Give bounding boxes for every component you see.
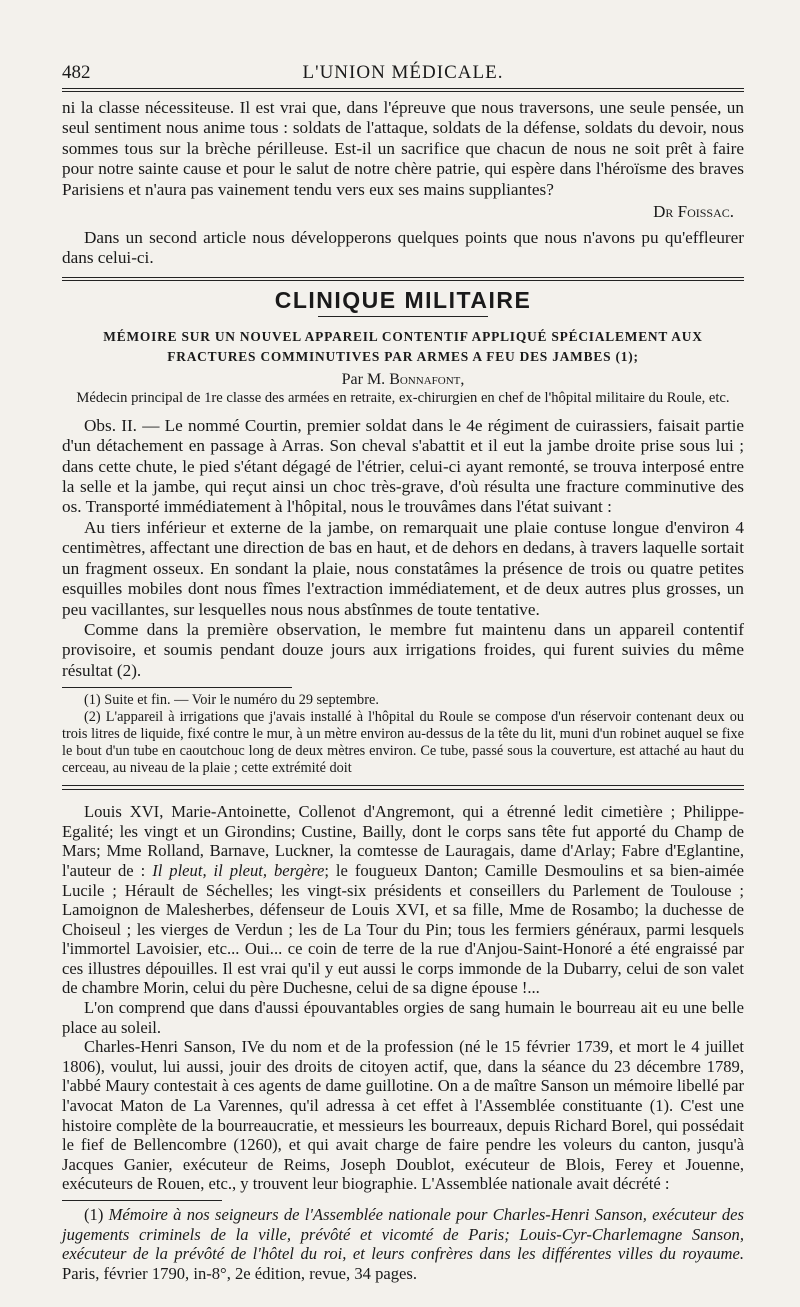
footnote-text: Paris, février 1790, in-8°, 2e édition, revue, 34 pages. [62, 1263, 418, 1283]
page-number: 482 [62, 62, 91, 83]
feuilleton-paragraph-3: Charles-Henri Sanson, IVe du nom et de la profession (né le 15 février 1739, et mort le 4 juillet 1806), voulut, lui aussi, jouir des droits de citoyen actif, que, dans la séance du 23 décembre 1789, l'abbé Maury contestait à ces agents de dame guillotine. On a de maître Sanson un mémoire libellé par l'avocat Maton de La Varennes, qu'il adressa à cet effet à l'Assemblée constituante (1). C'est une histoire complète de la bourreaucratie, et messieurs les bourreaux, depuis Richard Borel, qui possédait le fief de Bellencombre (1260), et qui avait charge de faire pendre les voleurs du canton, jusqu'à Jacques Ganier, exécuteur de Reims, Joseph Doublot, exécuteur de Blois, Ferey et Jouenne, exécuteurs de Rouen, etc., y trouvent leur biographie. L'Assemblée nationale avait décrété : [62, 1037, 744, 1194]
treatment-paragraph: Comme dans la première observation, le membre fut maintenu dans un appareil contentif provisoire, et soumis pendant douze jours aux irrigations froides, qui furent suivies du même résultat (2). [62, 619, 744, 680]
byline-prefix: Par M. [341, 370, 390, 388]
footnote-marker: (1) [84, 1205, 109, 1224]
feuilleton-paragraph-1 [62, 802, 744, 998]
feuilleton-footnote [62, 1205, 744, 1283]
footnote-1: (1) Suite et fin. — Voir le numéro du 29 septembre. [84, 692, 379, 709]
section-underline [318, 316, 488, 317]
feuilleton-paragraph-2: L'on comprend que dans d'aussi épouvantables orgies de sang humain le bourreau ait eu une belle place au soleil. [62, 998, 744, 1037]
closing-paragraph: ni la classe nécessiteuse. Il est vrai que, dans l'épreuve que nous traversons, une seule pensée, un seul sentiment nous anime tous : soldats de l'attaque, soldats de la défense, soldats du devoir, nous sommes tous sur la brèche périlleuse. Est-il un sacrifice que chacun de nous ne soit prêt à faire pour notre sainte cause et pour le salut de notre chère patrie, qui espère dans l'héroïsme des braves Parisiens et n'aura pas vainement tendu vers eux ses mains suppliantes? [62, 98, 744, 199]
author-name: Bonnafont, [389, 370, 465, 388]
feuilleton-text: ; le fougueux Danton; Camille Desmoulins et sa bien-aimée Lucile ; Hérault de Séchelles; les vingt-six présidents et conseillers du Parlement de Toulouse ; Lamoignon de Malesherbes, défenseur de Louis XVI, et sa fille, Mme de Rosambo; la duchesse de Choiseul ; les vierges de Verdun ; les de La Tour du Pin; tous les fermiers généraux, parmi lesquels l'immortel Lavoisier, etc... Oui... ce coin de terre de la rue d'Anjou-Saint-Honoré a été engraissé par ces illustres dépouilles. Il est vrai qu'il y eut aussi le corps immonde de la Dubarry, celui de son valet de chambre Morin, celui du père Duchesne, celui de sa digne épouse !... [62, 860, 745, 998]
memoir-reference-title: Mémoire à nos seigneurs de l'Assemblée nationale pour Charles-Henri Sanson, exécuteur des jugements criminels de la ville, prévôté et vicomté de Paris; Louis-Cyr-Charlemagne Sanson, exécuteur de la prévôté de l'hôtel du roi, et leurs confrères dans les différentes villes du royaume. [62, 1205, 745, 1264]
song-title: Il pleut, il pleut, bergère [152, 860, 325, 880]
author-signature: Dr Foissac. [653, 202, 734, 222]
section-title: CLINIQUE MILITAIRE [274, 286, 532, 313]
running-title: L'UNION MÉDICALE. [302, 62, 504, 83]
observation-paragraph: Obs. II. — Le nommé Courtin, premier soldat dans le 4e régiment de cuirassiers, faisait partie d'un détachement en passage à Arras. Son cheval s'abattit et il eut la jambe droite prise sous lui ; dans cette chute, le pied s'étant dégagé de l'étrier, celui-ci ayant remonté, se trouva interposé entre la selle et la jambe, qui reçut ainsi un choc très-grave, d'où résulta une fracture comminutive des os. Transporté immédiatement à l'hôpital, nous le trouvâmes dans l'état suivant : [62, 415, 744, 517]
byline [62, 371, 744, 389]
memoir-title: MÉMOIRE SUR UN NOUVEL APPAREIL CONTENTIF APPLIQUÉ SPÉCIALEMENT AUX FRACTURES COMMINUTIVES PAR ARMES A FEU DES JAMBES (1); [103, 328, 703, 364]
header-rule [62, 91, 744, 92]
footnote-rule [62, 687, 292, 688]
feuilleton [62, 802, 744, 1283]
section-divider [62, 277, 744, 281]
feuilleton-divider [62, 785, 744, 790]
feuilleton-footnote-rule [62, 1200, 222, 1201]
page-header [62, 62, 744, 89]
feuilleton-text: Louis XVI, Marie-Antoinette, Collenot d'Angremont, qui a étrenné ledit cimetière ; Philippe-Egalité; les vingt et un Girondins; Custine, Bailly, dont le corps sans tête fut apporté du Champ de Mars; Mme Rolland, Barnave, Luckner, la comtesse de Lauragais, dame d'Arlay; Fabre d'Eglantine, l'auteur de : [62, 802, 744, 880]
footnote-2: (2) L'appareil à irrigations que j'avais installé à l'hôpital du Roule se compose d'un réservoir contenant deux ou trois litres de liquide, fixé contre le mur, à un mètre environ au-dessus de la tête du lit, muni d'un robinet auquel se fixe le bout d'un tube en caoutchouc long de deux mètres environ. Ce tube, passé sous la couverture, est attaché au haut du cerceau, au niveau de la plaie ; cette extrémité doit [62, 709, 744, 777]
announcement-paragraph: Dans un second article nous développerons quelques points que nous n'avons pu qu'effleurer dans celui-ci. [62, 228, 744, 268]
wound-paragraph: Au tiers inférieur et externe de la jambe, on remarquait une plaie contuse longue d'environ 4 centimètres, affectant une direction de bas en haut, et de dehors en dedans, à travers laquelle sortait un fragment osseux. En sondant la plaie, nous constatâmes la présence de trois ou quatre petites esquilles mobiles dont nous fîmes l'extraction immédiatement, et de deux autres plus grosses, un peu vacillantes, sur lesquelles nous nous abstînmes de toute tentative. [62, 517, 744, 619]
author-affiliation: Médecin principal de 1re classe des armées en retraite, ex-chirurgien en chef de l'hôpital militaire du Roule, etc. [76, 389, 730, 406]
